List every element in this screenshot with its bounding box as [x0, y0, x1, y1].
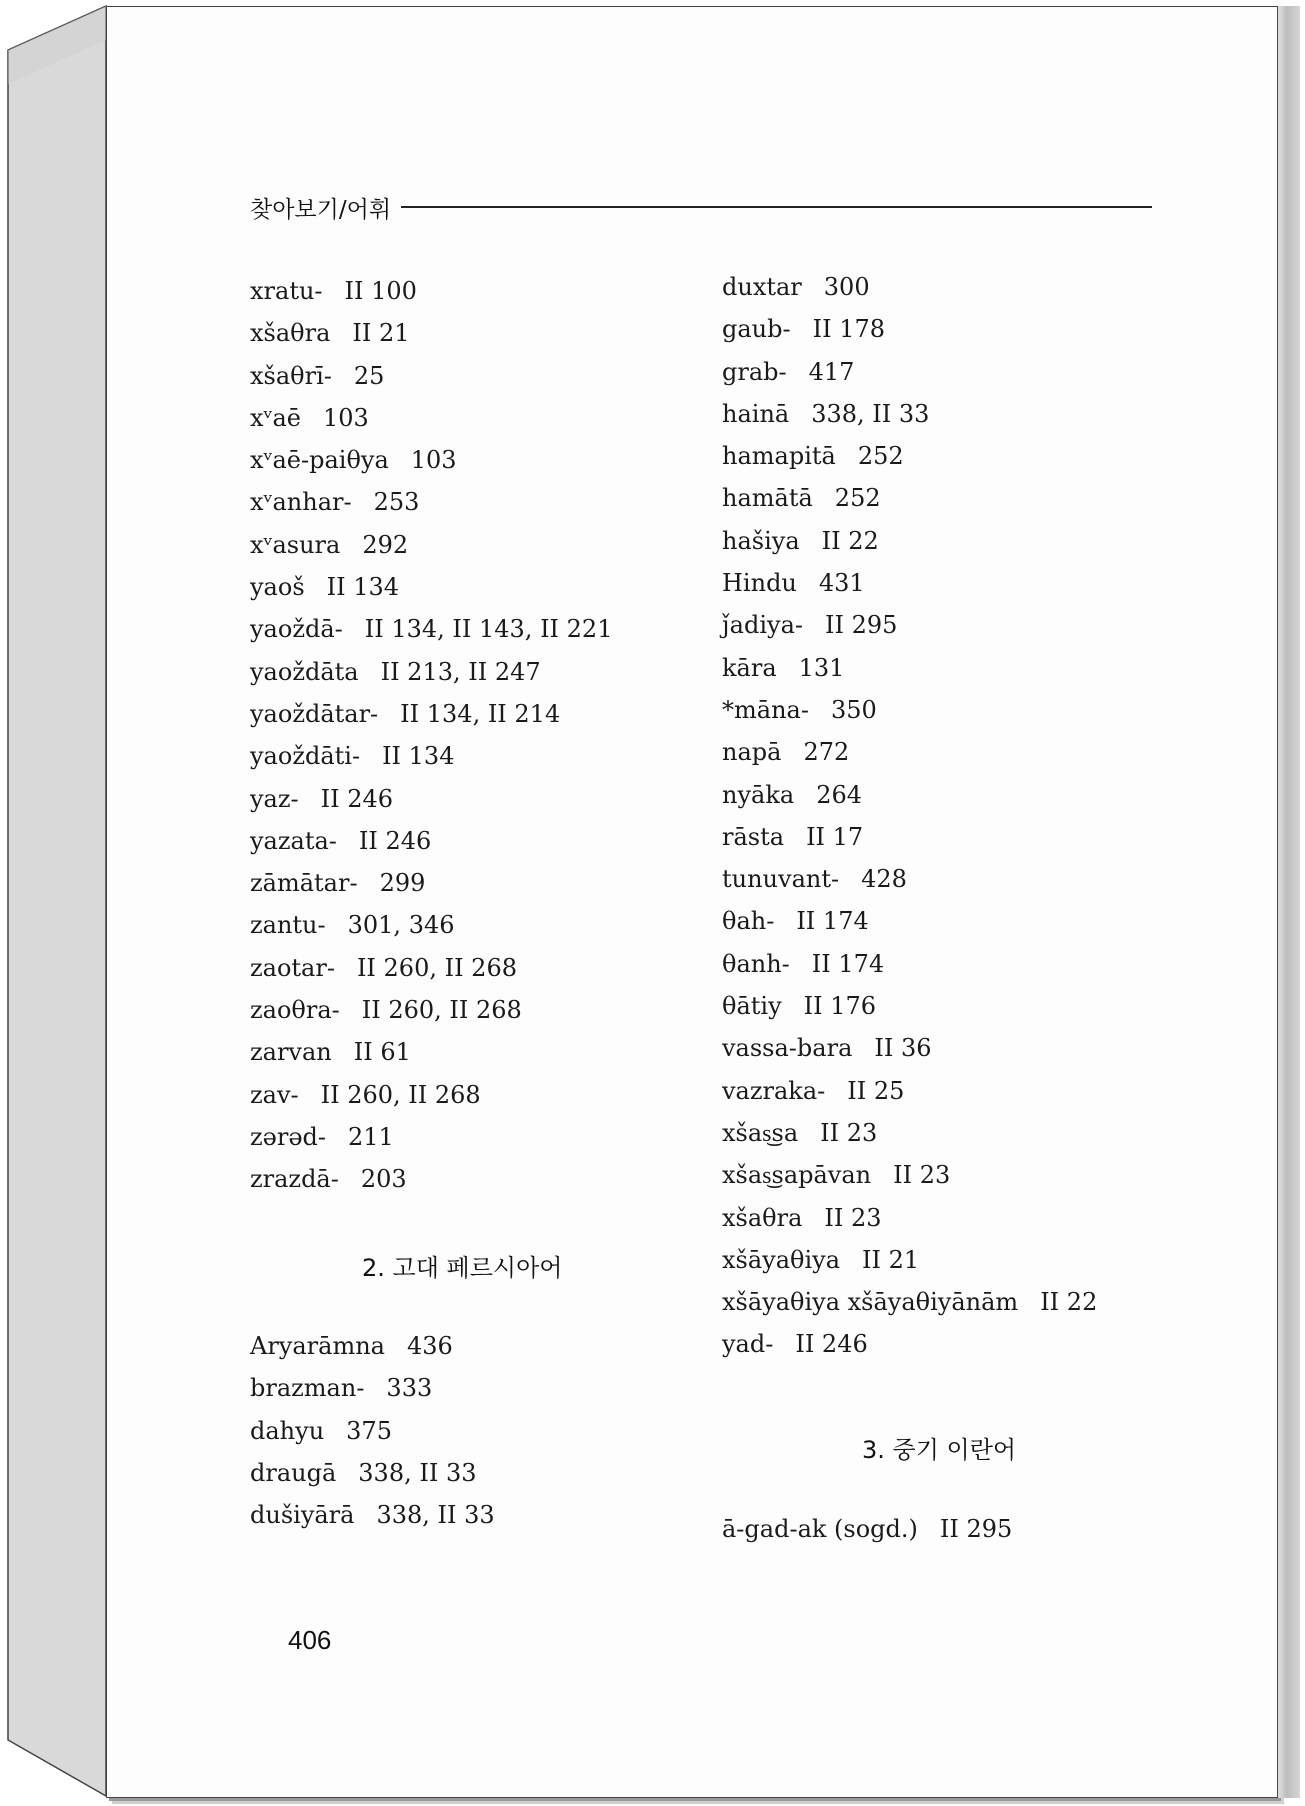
- entry-term: yaoždātar-: [250, 699, 379, 728]
- entry-page-ref: II 176: [803, 992, 877, 1021]
- index-entry: [250, 1325, 690, 1367]
- index-entry: [250, 820, 690, 862]
- entry-page-ref: 131: [798, 653, 845, 682]
- entry-page-ref: II 246: [795, 1330, 868, 1359]
- entry-page-ref: II 100: [344, 277, 417, 305]
- index-entry: [722, 1070, 1152, 1112]
- entry-page-ref: 338, II 33: [358, 1458, 477, 1487]
- index-entry: [250, 1031, 690, 1073]
- index-entry: [250, 1158, 690, 1200]
- entry-page-ref: 338, II 33: [376, 1501, 495, 1530]
- page-right-edge: [1278, 6, 1300, 1798]
- entry-page-ref: II 134, II 214: [400, 699, 561, 728]
- entry-page-ref: II 36: [874, 1034, 932, 1063]
- entry-page-ref: II 134: [326, 573, 400, 602]
- entry-page-ref: 338, II 33: [811, 399, 930, 428]
- entry-page-ref: II 178: [812, 315, 886, 344]
- entry-term: xšāyaθiya xšāyaθiyānām: [722, 1288, 1019, 1317]
- index-entry: [722, 308, 1152, 350]
- entry-term: zav-: [250, 1080, 299, 1109]
- entry-page-ref: II 260, II 268: [356, 953, 517, 982]
- index-entry: [722, 266, 1152, 308]
- entry-page-ref: 428: [861, 865, 907, 894]
- index-entry: [722, 900, 1152, 942]
- entry-term: hamātā: [722, 484, 813, 513]
- entry-page-ref: II 23: [893, 1161, 951, 1190]
- entry-page-ref: II 22: [821, 526, 879, 555]
- index-entry: [250, 524, 690, 566]
- entry-page-ref: II 295: [939, 1515, 1013, 1543]
- index-entry: [250, 989, 690, 1031]
- entry-page-ref: 272: [803, 738, 850, 767]
- section-title-old-persian: 2. 고대 페르시아어: [362, 1254, 563, 1282]
- entry-term: xᵛasura: [250, 530, 341, 559]
- entry-page-ref: 25: [353, 361, 385, 390]
- entry-page-ref: 252: [857, 442, 904, 471]
- left-column-bottom: [250, 1325, 690, 1536]
- entry-term: *māna-: [722, 695, 809, 724]
- index-entry: [250, 693, 690, 735]
- entry-page-ref: II 174: [796, 907, 869, 936]
- entry-term: kāra: [722, 653, 777, 682]
- index-entry: [722, 1154, 1152, 1196]
- entry-page-ref: 375: [346, 1416, 392, 1445]
- index-entry: [722, 562, 1152, 604]
- entry-page-ref: II 260, II 268: [361, 996, 522, 1025]
- entry-term: zrazdā-: [250, 1165, 339, 1194]
- index-entry: [250, 481, 690, 523]
- entry-term: xšaθra: [722, 1203, 803, 1232]
- page-number: 406: [288, 1625, 332, 1655]
- entry-term: zāmātar-: [250, 869, 358, 898]
- entry-term: θah-: [722, 907, 775, 936]
- entry-page-ref: II 295: [825, 611, 898, 640]
- index-entry: [722, 604, 1152, 646]
- index-entry: [250, 1410, 690, 1452]
- index-entry: [250, 1367, 690, 1409]
- entry-page-ref: II 246: [358, 826, 432, 855]
- entry-page-ref: II 21: [862, 1245, 920, 1274]
- index-entry: [722, 393, 1152, 435]
- entry-term: xšas͜sapāvan: [722, 1161, 872, 1190]
- index-entry: [722, 351, 1152, 393]
- entry-term: xšāyaθiya: [722, 1245, 841, 1274]
- index-entry: [722, 774, 1152, 816]
- running-header: [250, 187, 1152, 227]
- index-entry: [722, 647, 1152, 689]
- entry-page-ref: 300: [823, 273, 870, 301]
- index-entry: [250, 312, 690, 354]
- index-entry: [250, 270, 690, 312]
- header-rule: [401, 206, 1152, 208]
- entry-page-ref: 203: [360, 1165, 407, 1194]
- entry-term: yaoždā-: [250, 615, 343, 644]
- index-entry: [250, 651, 690, 693]
- entry-term: gaub-: [722, 315, 791, 344]
- index-entry: [722, 731, 1152, 773]
- entry-term: zaoθra-: [250, 996, 340, 1025]
- entry-term: xšaθra: [250, 319, 331, 348]
- entry-term: hainā: [722, 399, 790, 428]
- entry-page-ref: II 21: [352, 319, 410, 348]
- entry-page-ref: II 134, II 143, II 221: [364, 615, 613, 644]
- entry-term: θātiy: [722, 992, 782, 1021]
- index-entry: [722, 1027, 1152, 1069]
- index-entry: [250, 355, 690, 397]
- entry-page-ref: II 25: [847, 1076, 905, 1105]
- index-entry: [722, 1112, 1152, 1154]
- entry-term: yaoždāti-: [250, 742, 361, 771]
- entry-term: yaoš: [250, 573, 305, 602]
- entry-term: dahyu: [250, 1416, 325, 1445]
- entry-page-ref: 299: [379, 869, 426, 898]
- left-column: [250, 270, 690, 1201]
- entry-term: xratu-: [250, 277, 323, 305]
- index-entry: [722, 1281, 1152, 1323]
- entry-term: napā: [722, 738, 782, 767]
- entry-term: Hindu: [722, 569, 797, 598]
- index-entry: [722, 689, 1152, 731]
- index-entry: [250, 566, 690, 608]
- entry-page-ref: II 174: [811, 949, 885, 978]
- entry-page-ref: II 61: [353, 1038, 411, 1067]
- index-entry: [722, 477, 1152, 519]
- entry-term: ā-gad-ak (sogd.): [722, 1515, 918, 1543]
- entry-term: rāsta: [722, 822, 785, 851]
- entry-page-ref: 431: [818, 569, 865, 598]
- entry-page-ref: 103: [410, 446, 457, 475]
- entry-term: zantu-: [250, 911, 326, 940]
- entry-term: draugā: [250, 1458, 337, 1487]
- entry-term: zaotar-: [250, 953, 335, 982]
- entry-term: duxtar: [722, 273, 802, 301]
- index-entry: [722, 1197, 1152, 1239]
- index-entry: [250, 608, 690, 650]
- index-entry: [722, 1323, 1152, 1365]
- index-entry: [722, 1508, 1152, 1550]
- index-entry: [250, 735, 690, 777]
- entry-term: dušiyārā: [250, 1501, 355, 1530]
- index-entry: [722, 435, 1152, 477]
- entry-page-ref: II 23: [824, 1203, 882, 1232]
- entry-page-ref: II 213, II 247: [380, 657, 541, 686]
- entry-term: xᵛaē: [250, 403, 301, 432]
- index-entry: [722, 943, 1152, 985]
- entry-page-ref: 253: [373, 488, 420, 517]
- entry-term: xᵛaē-paiθya: [250, 446, 389, 475]
- entry-term: yaz-: [250, 784, 299, 813]
- index-entry: [250, 1452, 690, 1494]
- right-column: [722, 266, 1152, 1366]
- entry-term: yazata-: [250, 826, 337, 855]
- index-entry: [250, 1116, 690, 1158]
- entry-page-ref: II 17: [806, 822, 864, 851]
- entry-term: hašiya: [722, 526, 800, 555]
- entry-term: grab-: [722, 357, 787, 386]
- entry-page-ref: 333: [386, 1374, 433, 1403]
- entry-page-ref: II 134: [382, 742, 455, 771]
- entry-page-ref: 292: [362, 530, 409, 559]
- entry-term: tunuvant-: [722, 865, 840, 894]
- entry-term: zərəd-: [250, 1122, 326, 1151]
- entry-page-ref: 252: [834, 484, 881, 513]
- entry-term: xšaθrī-: [250, 361, 332, 390]
- index-entry: [722, 858, 1152, 900]
- entry-page-ref: 211: [348, 1122, 394, 1151]
- entry-term: yad-: [722, 1330, 774, 1359]
- entry-term: nyāka: [722, 780, 795, 809]
- entry-term: ǰadiya-: [722, 611, 803, 640]
- index-entry: [250, 862, 690, 904]
- entry-term: xšas͜sa: [722, 1118, 799, 1147]
- entry-page-ref: II 246: [320, 784, 394, 813]
- index-entry: [722, 1239, 1152, 1281]
- header-title: 찾아보기/어휘: [250, 196, 392, 223]
- entry-term: brazman-: [250, 1374, 365, 1403]
- entry-page-ref: 417: [808, 357, 855, 386]
- index-entry: [250, 778, 690, 820]
- section-title-middle-iranian: 3. 중기 이란어: [862, 1436, 1017, 1464]
- entry-page-ref: II 22: [1040, 1288, 1098, 1317]
- index-entry: [250, 397, 690, 439]
- index-entry: [722, 520, 1152, 562]
- entry-page-ref: II 260, II 268: [320, 1080, 481, 1109]
- entry-term: vassa-bara: [722, 1034, 853, 1063]
- entry-page-ref: 301, 346: [347, 911, 455, 940]
- entry-term: vazraka-: [722, 1076, 826, 1105]
- entry-page-ref: 264: [816, 780, 862, 809]
- entry-term: Aryarāmna: [250, 1332, 385, 1360]
- entry-term: hamapitā: [722, 442, 836, 471]
- entry-page-ref: 436: [406, 1332, 453, 1360]
- index-entry: [250, 439, 690, 481]
- entry-page-ref: 103: [323, 403, 369, 432]
- entry-term: θanh-: [722, 949, 790, 978]
- entry-term: zarvan: [250, 1038, 332, 1067]
- index-entry: [250, 947, 690, 989]
- right-column-bottom: [722, 1508, 1152, 1550]
- entry-page-ref: 350: [830, 695, 877, 724]
- entry-term: xᵛanhar-: [250, 488, 352, 517]
- entry-term: yaoždāta: [250, 657, 359, 686]
- entry-page-ref: II 23: [820, 1118, 878, 1147]
- index-entry: [722, 985, 1152, 1027]
- index-entry: [250, 904, 690, 946]
- index-entry: [250, 1074, 690, 1116]
- index-entry: [250, 1494, 690, 1536]
- index-entry: [722, 816, 1152, 858]
